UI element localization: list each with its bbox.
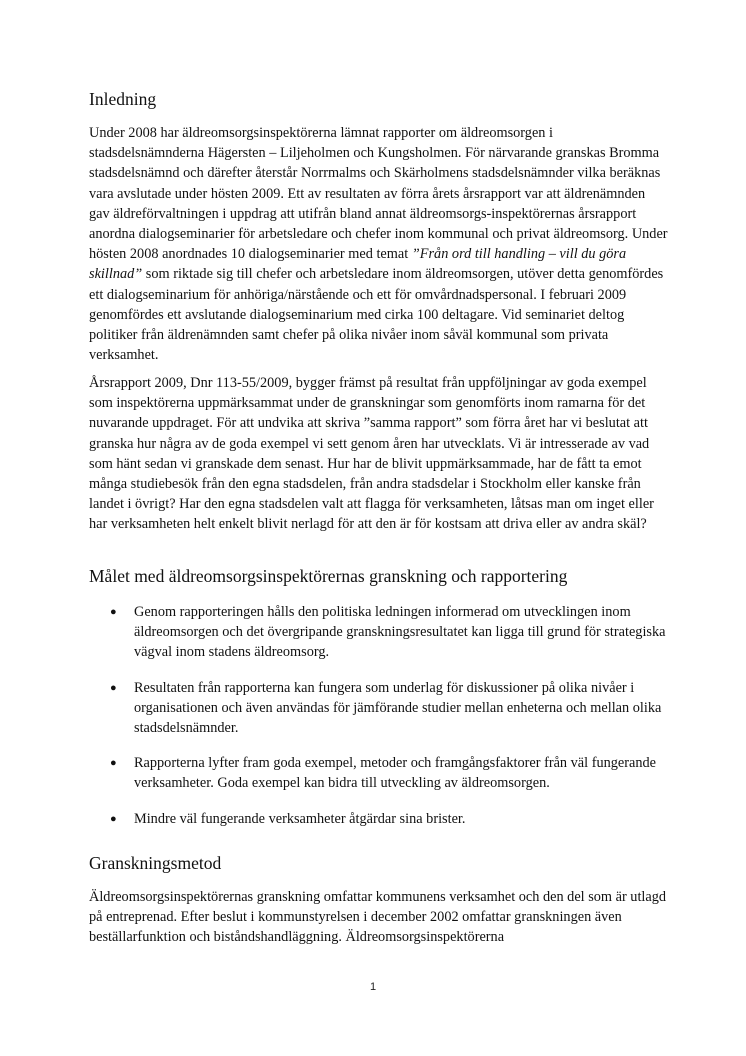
intro-paragraph-1 [89, 123, 669, 365]
method-paragraph: Äldreomsorgsinspektörernas granskning omfattar kommunens verksamhet och den del som är utlagd på entreprenad. Efter beslut i kommunstyrelsen i december 2002 omfattar granskningen även beställarfunktion och biståndshandläggning. Äldreomsorgsinspektörerna [89, 889, 667, 946]
list-item [89, 753, 669, 793]
bullet-icon: ● [110, 757, 117, 770]
heading-malet: Målet med äldreomsorgsinspektörernas granskning och rapportering [89, 566, 568, 586]
heading-granskningsmetod: Granskningsmetod [89, 853, 222, 873]
list-item [89, 678, 669, 739]
bullet-icon: ● [110, 606, 117, 618]
page-number: 1 [369, 981, 377, 993]
heading-inledning: Inledning [89, 89, 157, 109]
bullet-text: Genom rapporteringen hålls den politiska ledningen informerad om utvecklingen inom äldreomsorgen och det övergripande granskningsresultatet kan ligga till grund för strategiska vägval inom stadens äldreomsorg. [134, 604, 666, 661]
bullet-text: Mindre väl fungerande verksamheter åtgärdar sina brister. [134, 810, 466, 827]
bullet-icon: ● [110, 681, 117, 694]
intro-paragraph-2: Årsrapport 2009, Dnr 113-55/2009, bygger främst på resultat från uppföljningar av goda exempel som inspektörerna uppmärksammat under de granskningar som genomförts inom ramarna för det nuvarande uppdraget. För att undvika att skriva ”samma rapport” som förra året har vi beslutat att granska hur några av de goda exempel vi sett genom åren har utvecklats. Vi är intresserade av vad som hänt sedan vi granskade dem senast. Hur har de blivit uppmärksammade, har de fått ta emot många studiebesök från den egna stadsdelen, från andra stadsdelar i Stockholm eller kanske från landet i övrigt? Har den egna stadsdelen valt att flagga för verksamheten, låtsas man om inget eller har verksamheten helt enkelt blivit nerlagd för att den är för kostsam att driva eller av andra skäl? [89, 375, 654, 533]
intro-paragraph-1-text-b: som riktade sig till chefer och arbetsledare inom äldreomsorgen, utöver detta genomfördes ett dialogseminarium för anhöriga/närstående och ett för omvårdnadspersonal. I februari 2009 genomfördes ett avslutande dialogseminarium med cirka 100 deltagare. Vid seminariet deltog politiker från äldrenämnden samt chefer på olika nivåer inom såväl kommunal som privata verksamhet. [89, 266, 664, 364]
list-item [89, 809, 669, 829]
bullet-text: Resultaten från rapporterna kan fungera som underlag för diskussioner på olika nivåer i organisationen och även användas för jämförande studier mellan enheterna och mellan olika stadsdelsnämnder. [134, 679, 662, 737]
list-item [89, 602, 669, 663]
seminar-theme-italic: ”Från ord till handling – vill du göra skillnad” [89, 246, 627, 283]
goal-bullet-list [89, 602, 669, 844]
intro-paragraph-1-text-a: Under 2008 har äldreomsorgsinspektörerna lämnat rapporter om äldreomsorgen i stadsdelsnämnderna Hägersten – Liljeholmen och Kungsholmen. För närvarande granskas Bromma stadsdelsnämnd och därefter återstår Norrmalms och Skärholmens stadsdelsnämnder vilka beräknas vara avslutade under hösten 2009. Ett av resultaten av förra årets årsrapport var att äldrenämnden gav äldreförvaltningen i uppdrag att utifrån bland annat äldreomsorgs-inspektörernas årsrapport anordna dialogseminarier för arbetsledare och chefer inom kommunal och privat äldreomsorg. Under hösten 2008 anordnades 10 dialogseminarier med temat [89, 125, 668, 263]
bullet-text: Rapporterna lyfter fram goda exempel, metoder och framgångsfaktorer från väl fungerande verksamheter. Goda exempel kan bidra till utveckling av äldreomsorgen. [134, 755, 656, 792]
bullet-icon: ● [110, 812, 117, 825]
